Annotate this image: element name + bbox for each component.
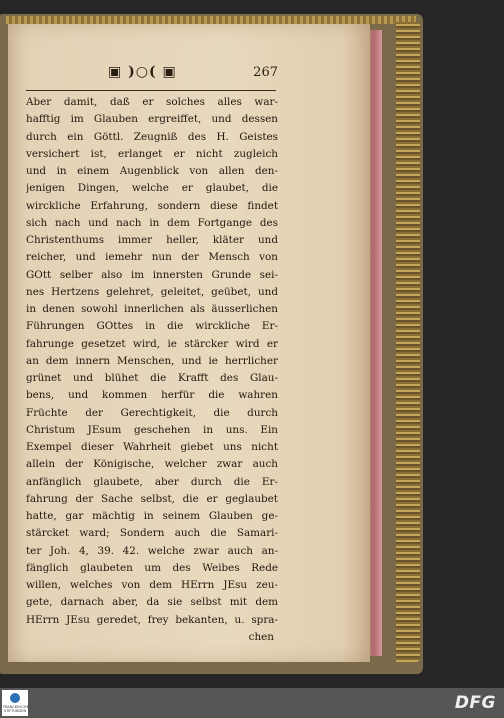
text-line: allein der Königische, welcher zwar auch — [26, 458, 278, 471]
gilt-fore-edge — [396, 22, 420, 662]
text-line: sich nach und nach in dem Fortgange des — [26, 216, 278, 229]
header-ornament: ▣ )○( ▣ — [108, 64, 177, 80]
text-line: hafftig im Glauben ergreiffet, und dessen — [26, 113, 278, 126]
text-line: fahrung der Sache selbst, die er geglaubet — [26, 492, 278, 505]
text-line: anfänglich glaubete, aber durch die Er- — [26, 475, 278, 488]
text-line: und in einem Augenblick von allen den- — [26, 165, 278, 177]
text-line: Führungen GOttes in die wirckliche Er- — [26, 320, 278, 333]
page-header — [108, 64, 278, 86]
text-line: in denen sowohl innerlichen als äusserlichen — [26, 303, 278, 315]
francke-foundation-logo[interactable] — [2, 690, 28, 716]
dfg-logo[interactable]: DFG — [454, 693, 496, 713]
text-line: GOtt selber also im innersten Grunde sei- — [26, 268, 278, 281]
gilt-top-edge — [6, 16, 416, 24]
text-line: versichert ist, erlanget er nicht zugleich — [26, 147, 278, 160]
text-line: an dem innern Menschen, und ie herrlicher — [26, 354, 278, 367]
text-line: durch ein Göttl. Zeugniß des H. Geistes — [26, 130, 278, 143]
header-rule — [26, 90, 276, 91]
text-line: Exempel dieser Wahrheit giebet uns nicht — [26, 441, 278, 453]
text-line: HErrn JEsu geredet, frey bekanten, u. spra- — [26, 613, 278, 626]
book-page — [8, 24, 370, 662]
page-number: 267 — [253, 65, 278, 80]
text-line: Christenthums immer heller, kläter und — [26, 234, 278, 246]
logo-caption: FRANCKESCHE STIFTUNGEN — [3, 705, 29, 713]
text-line: gete, darnach aber, da sie selbst mit dem — [26, 596, 278, 609]
foundation-emblem-icon — [10, 693, 20, 703]
text-line: stärcket ward; Sondern auch die Samari- — [26, 527, 278, 540]
text-line: Früchte der Gerechtigkeit, die durch — [26, 406, 278, 419]
text-line: fänglich glaubeten um des Weibes Rede — [26, 561, 278, 574]
text-line: fahrunge gesetzet wird, ie stärcker wird er — [26, 337, 278, 350]
text-line: bens, und kommen herfür die wahren — [26, 389, 278, 402]
text-line: reicher, und iemehr nun der Mensch von — [26, 251, 278, 264]
catchword: chen — [248, 630, 274, 643]
text-line: willen, welches von dem HErrn JEsu zeu- — [26, 579, 278, 591]
text-line: wirckliche Erfahrung, sondern diese findet — [26, 199, 278, 212]
text-line: nes Hertzens gelehret, geleitet, geübet, und — [26, 285, 278, 298]
text-line: grünet und blühet die Krafft des Glau- — [26, 372, 278, 384]
text-line: jenigen Dingen, welche er glaubet, die — [26, 182, 278, 195]
viewer-footer-bar — [0, 688, 504, 718]
red-page-edge — [368, 30, 382, 656]
text-line: Aber damit, daß er solches alles war- — [26, 96, 278, 108]
text-line: ter Joh. 4, 39. 42. welche zwar auch an- — [26, 544, 278, 557]
text-line: Christum JEsum geschehen in uns. Ein — [26, 423, 278, 436]
text-line: hatte, gar mächtig in seinem Glauben ge- — [26, 510, 278, 522]
body-text — [26, 94, 278, 646]
